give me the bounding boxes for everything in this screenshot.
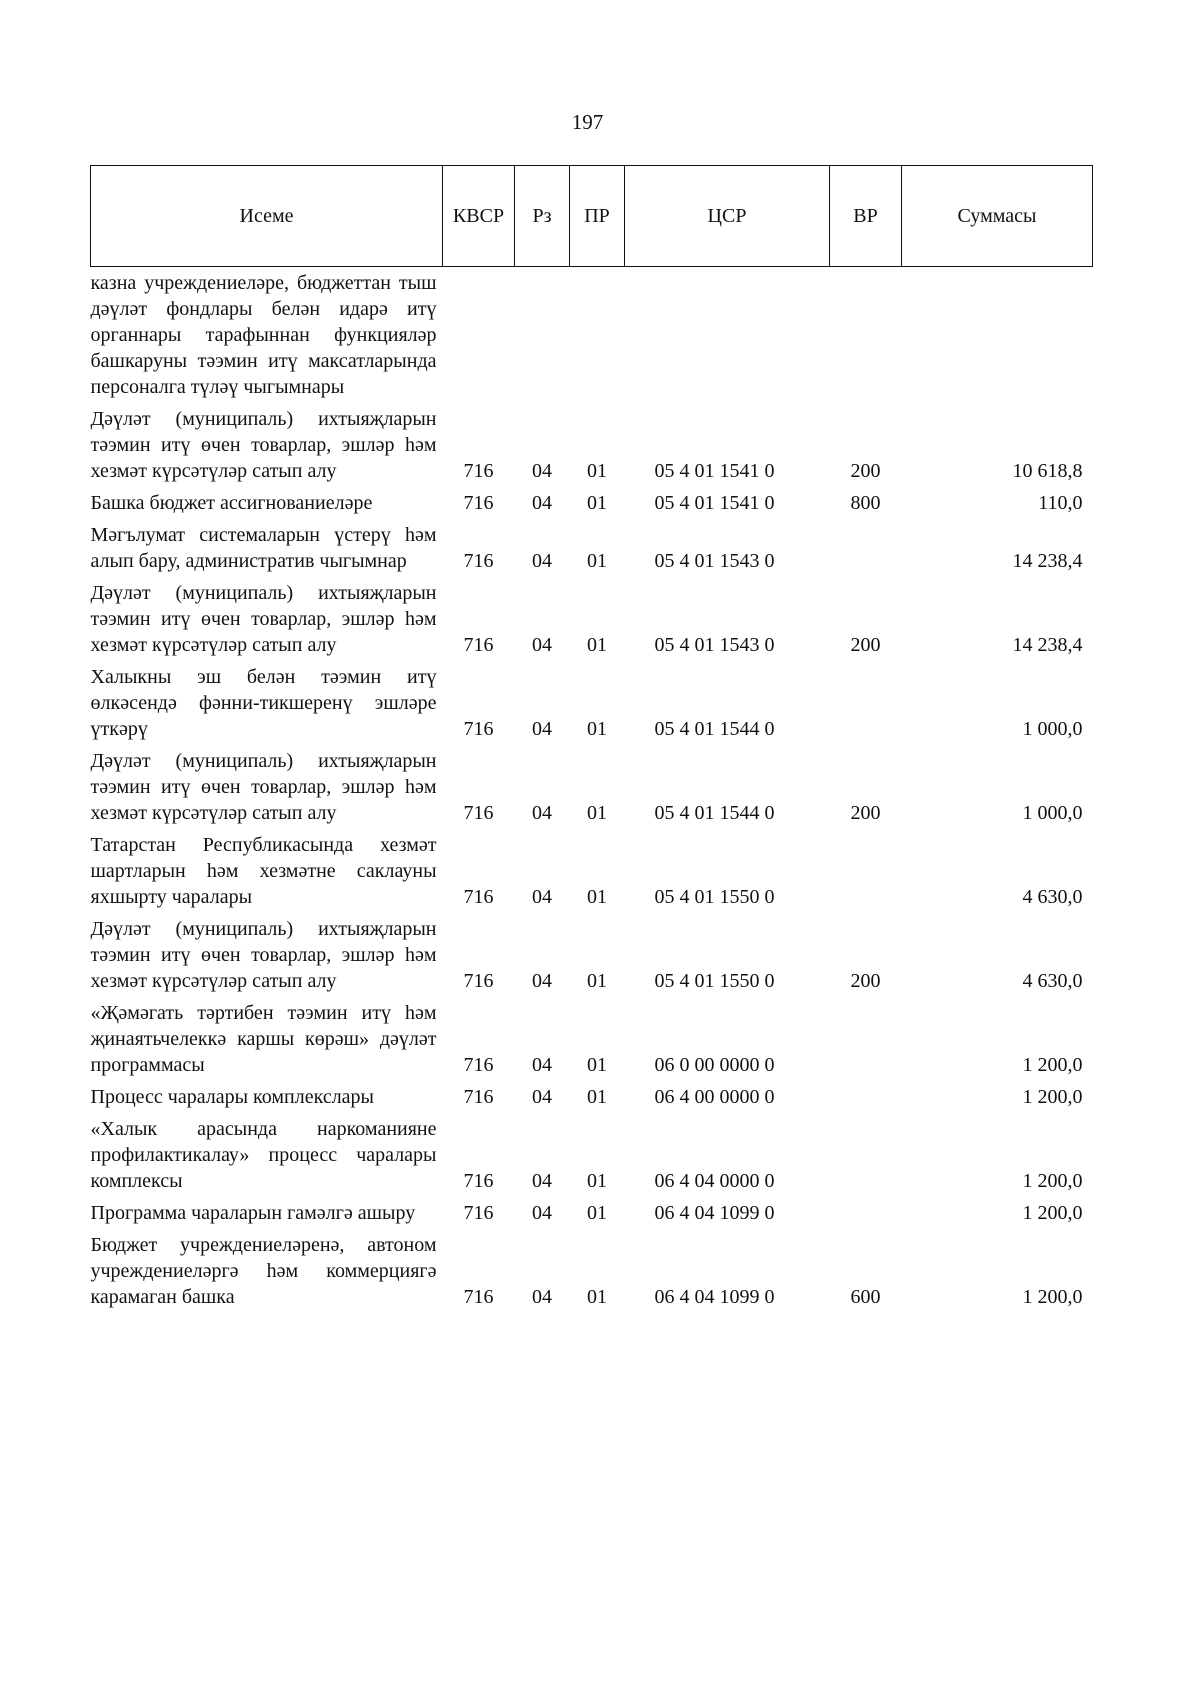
row-sum: 1 000,0 <box>1022 718 1083 740</box>
row-kvsr: 716 <box>463 460 494 482</box>
row-vr <box>830 267 902 404</box>
row-kvsr: 716 <box>463 802 494 824</box>
row-sum: 14 238,4 <box>1012 634 1083 656</box>
table-row <box>91 997 1093 1081</box>
row-rz: 04 <box>532 802 552 824</box>
table-row <box>91 519 1093 577</box>
row-name: Татарстан Республикасында хезмәт шартларын һәм хезмәтне саклауны яхшырту чаралары <box>90 834 437 908</box>
row-csr: 05 4 01 1550 0 <box>654 970 775 992</box>
table-row <box>91 661 1093 745</box>
row-kvsr: 716 <box>463 550 494 572</box>
row-pr: 01 <box>587 1202 607 1224</box>
row-csr: 06 4 04 1099 0 <box>654 1286 775 1308</box>
row-name: «Җәмәгать тәртибен тәэмин итү һәм җинаятьчелеккә каршы көрәш» дәүләт программасы <box>90 1002 437 1076</box>
row-pr: 01 <box>587 1054 607 1076</box>
row-pr: 01 <box>587 718 607 740</box>
header-vr: ВР <box>830 166 902 267</box>
row-vr: 600 <box>850 1286 881 1308</box>
table-row <box>91 1113 1093 1197</box>
row-kvsr: 716 <box>463 1086 494 1108</box>
table-row <box>91 745 1093 829</box>
row-rz: 04 <box>532 886 552 908</box>
row-rz: 04 <box>532 970 552 992</box>
row-pr: 01 <box>587 802 607 824</box>
row-csr: 06 4 00 0000 0 <box>654 1086 775 1108</box>
row-sum <box>902 267 1093 404</box>
row-pr: 01 <box>587 634 607 656</box>
row-pr: 01 <box>587 492 607 514</box>
table-header <box>91 166 1093 267</box>
row-vr: 200 <box>850 802 881 824</box>
row-name: «Халык арасында наркоманияне профилактикалау» процесс чаралары комплексы <box>90 1118 437 1192</box>
row-rz: 04 <box>532 1286 552 1308</box>
table-row <box>91 577 1093 661</box>
row-kvsr: 716 <box>463 634 494 656</box>
row-kvsr: 716 <box>463 718 494 740</box>
row-vr: 200 <box>850 634 881 656</box>
row-sum: 1 200,0 <box>1022 1054 1083 1076</box>
row-csr: 05 4 01 1541 0 <box>654 492 775 514</box>
budget-table <box>90 165 1093 1313</box>
row-csr: 05 4 01 1543 0 <box>654 634 775 656</box>
row-name: Халыкны эш белән тәэмин итү өлкәсендә фәнни-тикшеренү эшләре үткәрү <box>90 666 437 740</box>
header-name: Исеме <box>91 166 443 267</box>
row-name: Мәгълумат системаларын үстерү һәм алып бару, административ чыгымнар <box>90 524 437 572</box>
row-sum: 110,0 <box>1038 492 1083 514</box>
row-vr <box>830 829 902 913</box>
header-pr: ПР <box>570 166 625 267</box>
row-pr: 01 <box>587 1286 607 1308</box>
row-pr: 01 <box>587 460 607 482</box>
row-sum: 1 000,0 <box>1022 802 1083 824</box>
table-row <box>91 913 1093 997</box>
table-row <box>91 1229 1093 1313</box>
row-vr <box>830 519 902 577</box>
row-sum: 4 630,0 <box>1022 886 1083 908</box>
row-vr: 200 <box>850 460 881 482</box>
header-csr: ЦСР <box>625 166 830 267</box>
row-vr <box>830 661 902 745</box>
row-vr <box>830 1197 902 1229</box>
row-rz: 04 <box>532 634 552 656</box>
row-rz: 04 <box>532 1086 552 1108</box>
row-name: Дәүләт (муниципаль) ихтыяҗларын тәэмин итү өчен товарлар, эшләр һәм хезмәт күрсәтүләр сатып алу <box>90 408 437 482</box>
row-rz: 04 <box>532 550 552 572</box>
row-kvsr: 716 <box>463 1286 494 1308</box>
row-csr: 05 4 01 1544 0 <box>654 802 775 824</box>
row-name: Программа чараларын гамәлгә ашыру <box>90 1202 416 1224</box>
row-sum: 1 200,0 <box>1022 1286 1083 1308</box>
row-kvsr: 716 <box>463 970 494 992</box>
row-sum: 14 238,4 <box>1012 550 1083 572</box>
row-sum: 4 630,0 <box>1022 970 1083 992</box>
row-pr: 01 <box>587 970 607 992</box>
row-csr: 05 4 01 1544 0 <box>654 718 775 740</box>
row-name: казна учреждениеләре, бюджеттан тыш дәүләт фондлары белән идарә итү органнары тарафыннан функцияләр башкаруны тәэмин итү максатларында персоналга түләү чыгымнары <box>90 272 437 398</box>
row-sum: 1 200,0 <box>1022 1202 1083 1224</box>
table-row <box>91 403 1093 487</box>
row-rz: 04 <box>532 1054 552 1076</box>
row-kvsr: 716 <box>463 1170 494 1192</box>
row-vr: 200 <box>850 970 881 992</box>
row-csr: 05 4 01 1543 0 <box>654 550 775 572</box>
row-csr: 05 4 01 1550 0 <box>654 886 775 908</box>
row-kvsr: 716 <box>463 1054 494 1076</box>
row-sum: 10 618,8 <box>1012 460 1083 482</box>
row-vr <box>830 1081 902 1113</box>
row-name: Дәүләт (муниципаль) ихтыяҗларын тәэмин итү өчен товарлар, эшләр һәм хезмәт күрсәтүләр сатып алу <box>90 750 437 824</box>
header-kvsr: КВСР <box>443 166 515 267</box>
row-sum: 1 200,0 <box>1022 1086 1083 1108</box>
row-sum: 1 200,0 <box>1022 1170 1083 1192</box>
row-csr: 05 4 01 1541 0 <box>654 460 775 482</box>
table-row <box>91 267 1093 404</box>
row-rz: 04 <box>532 1170 552 1192</box>
row-vr <box>830 997 902 1081</box>
row-rz: 04 <box>532 1202 552 1224</box>
row-kvsr: 716 <box>463 1202 494 1224</box>
row-rz: 04 <box>532 718 552 740</box>
row-pr: 01 <box>587 550 607 572</box>
row-name: Башка бюджет ассигнованиеләре <box>90 492 373 514</box>
row-rz: 04 <box>532 460 552 482</box>
row-csr: 06 4 04 0000 0 <box>654 1170 775 1192</box>
row-rz: 04 <box>532 492 552 514</box>
table-row <box>91 1081 1093 1113</box>
row-pr: 01 <box>587 1170 607 1192</box>
row-vr: 800 <box>850 492 881 514</box>
row-pr: 01 <box>587 1086 607 1108</box>
row-name: Дәүләт (муниципаль) ихтыяҗларын тәэмин итү өчен товарлар, эшләр һәм хезмәт күрсәтүләр сатып алу <box>90 918 437 992</box>
row-name: Процесс чаралары комплекслары <box>90 1086 374 1108</box>
header-rz: Рз <box>515 166 570 267</box>
row-csr: 06 0 00 0000 0 <box>654 1054 775 1076</box>
row-pr: 01 <box>587 886 607 908</box>
row-kvsr: 716 <box>463 886 494 908</box>
row-name: Бюджет учреждениеләренә, автоном учреждениеләргә һәм коммерциягә карамаган башка <box>90 1234 437 1308</box>
page-number: 197 <box>571 110 604 134</box>
table-body <box>91 267 1093 1314</box>
row-pr <box>570 267 625 404</box>
budget-table-container <box>90 165 1092 1313</box>
row-kvsr: 716 <box>463 492 494 514</box>
row-csr <box>625 267 830 404</box>
header-row <box>91 166 1093 267</box>
row-csr: 06 4 04 1099 0 <box>654 1202 775 1224</box>
row-vr <box>830 1113 902 1197</box>
row-rz <box>515 267 570 404</box>
table-row <box>91 829 1093 913</box>
table-row <box>91 487 1093 519</box>
row-kvsr <box>443 267 515 404</box>
table-row <box>91 1197 1093 1229</box>
header-sum: Суммасы <box>902 166 1093 267</box>
row-name: Дәүләт (муниципаль) ихтыяҗларын тәэмин итү өчен товарлар, эшләр һәм хезмәт күрсәтүләр сатып алу <box>90 582 437 656</box>
